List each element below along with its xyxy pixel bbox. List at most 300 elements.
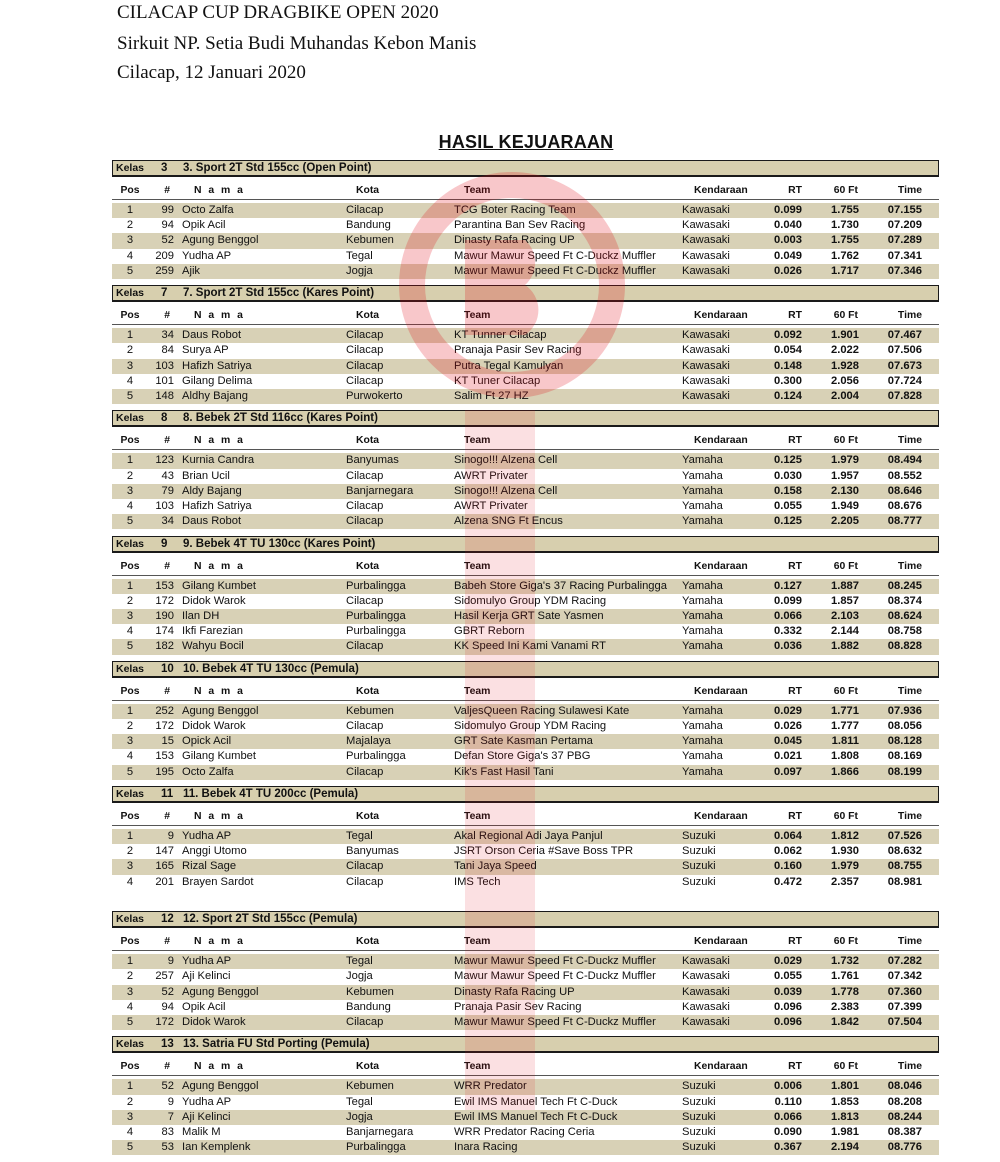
column-header-sixty-ft: 60 Ft <box>833 185 858 196</box>
cell-time: 08.208 <box>887 1095 922 1108</box>
table-row <box>112 499 939 514</box>
cell-number: 34 <box>161 329 174 342</box>
column-header-city: Kota <box>356 560 380 572</box>
cell-city: Jogja <box>346 264 373 277</box>
cell-time: 07.506 <box>887 344 922 357</box>
cell-rt: 0.039 <box>774 985 802 998</box>
column-header-name: N a m a <box>194 560 245 572</box>
cell-sixty-ft: 1.887 <box>831 579 859 592</box>
cell-rt: 0.003 <box>774 234 802 247</box>
cell-number: 153 <box>155 750 174 763</box>
column-header-time: Time <box>897 310 922 322</box>
cell-time: 08.245 <box>887 579 922 592</box>
cell-vehicle: Kawasaki <box>682 264 730 277</box>
cell-pos: 1 <box>126 329 134 342</box>
cell-name: Ian Kemplenk <box>182 1141 251 1154</box>
cell-name: Agung Benggol <box>182 985 259 998</box>
table-row <box>112 233 939 248</box>
table-row <box>112 1015 939 1030</box>
cell-vehicle: Yamaha <box>682 499 723 512</box>
cell-sixty-ft: 1.811 <box>831 735 859 748</box>
cell-rt: 0.064 <box>774 829 802 842</box>
cell-vehicle: Yamaha <box>682 704 723 717</box>
column-header-row <box>112 809 939 824</box>
table-row <box>112 859 939 874</box>
cell-pos: 4 <box>126 1125 134 1138</box>
column-header-city: Kota <box>356 310 380 322</box>
cell-sixty-ft: 1.730 <box>831 219 859 232</box>
cell-rt: 0.367 <box>774 1141 802 1154</box>
cell-city: Tegal <box>346 829 373 842</box>
column-header-city: Kota <box>356 435 380 447</box>
column-header-pos: Pos <box>120 936 140 948</box>
cell-sixty-ft: 1.808 <box>831 750 859 763</box>
cell-sixty-ft: 1.762 <box>831 249 859 262</box>
column-header-name: N a m a <box>194 435 245 447</box>
class-section <box>112 160 939 285</box>
cell-name: Gilang Kumbet <box>182 579 257 592</box>
class-name: 3. Sport 2T Std 155cc (Open Point) <box>183 162 372 174</box>
cell-name: Yudha AP <box>182 249 232 262</box>
cell-vehicle: Kawasaki <box>682 234 730 247</box>
cell-number: 252 <box>155 704 174 717</box>
column-header-sixty-ft: 60 Ft <box>833 685 858 697</box>
cell-pos: 3 <box>126 234 134 247</box>
cell-team: Salim Ft 27 HZ <box>454 389 529 402</box>
cell-rt: 0.029 <box>774 955 802 968</box>
column-header-name: N a m a <box>194 936 245 948</box>
cell-vehicle: Yamaha <box>682 579 723 592</box>
table-row <box>112 749 939 764</box>
cell-rt: 0.066 <box>774 609 802 622</box>
cell-team: KK Speed Ini Kami Vanami RT <box>454 640 606 653</box>
cell-number: 9 <box>167 1095 174 1108</box>
cell-name: Wahyu Bocil <box>182 640 244 653</box>
cell-city: Purbalingga <box>346 625 406 638</box>
column-header-rt: RT <box>788 185 802 196</box>
table-row <box>112 579 939 594</box>
cell-time: 08.494 <box>887 454 922 467</box>
cell-sixty-ft: 1.957 <box>831 469 859 482</box>
cell-rt: 0.148 <box>774 359 802 372</box>
cell-vehicle: Suzuki <box>682 875 716 888</box>
cell-name: Yudha AP <box>182 955 232 968</box>
cell-team: Sinogo!!! Alzena Cell <box>454 484 558 497</box>
column-header-rt: RT <box>788 810 802 822</box>
cell-rt: 0.055 <box>774 970 802 983</box>
cell-sixty-ft: 1.842 <box>831 1015 859 1028</box>
cell-vehicle: Yamaha <box>682 594 723 607</box>
cell-city: Cilacap <box>346 515 384 528</box>
cell-pos: 2 <box>126 469 134 482</box>
cell-number: 52 <box>161 1080 174 1093</box>
cell-number: 153 <box>155 579 174 592</box>
cell-rt: 0.049 <box>774 249 802 262</box>
cell-vehicle: Yamaha <box>682 484 723 497</box>
cell-sixty-ft: 1.717 <box>831 264 859 277</box>
cell-number: 147 <box>155 845 174 858</box>
column-header-number: # <box>164 310 170 322</box>
cell-vehicle: Yamaha <box>682 750 723 763</box>
cell-city: Majalaya <box>346 735 391 748</box>
cell-sixty-ft: 2.130 <box>831 484 859 497</box>
table-row <box>112 374 939 389</box>
column-header-number: # <box>164 185 170 196</box>
cell-name: Agung Benggol <box>182 234 259 247</box>
cell-name: Anggi Utomo <box>182 845 247 858</box>
cell-number: 172 <box>155 594 174 607</box>
column-header-row <box>112 183 939 198</box>
cell-time: 08.244 <box>887 1110 922 1123</box>
class-section <box>112 285 939 410</box>
column-header-vehicle: Kendaraan <box>694 560 748 572</box>
cell-pos: 5 <box>126 1015 134 1028</box>
cell-pos: 5 <box>126 515 134 528</box>
cell-rt: 0.062 <box>774 845 802 858</box>
cell-number: 172 <box>155 1015 174 1028</box>
cell-number: 165 <box>155 860 174 873</box>
cell-rt: 0.110 <box>774 1095 802 1108</box>
cell-pos: 3 <box>126 985 134 998</box>
column-header-team: Team <box>464 1061 491 1073</box>
class-name: 8. Bebek 2T Std 116cc (Kares Point) <box>183 412 378 425</box>
column-header-number: # <box>164 435 170 447</box>
cell-time: 07.467 <box>887 329 922 342</box>
cell-time: 08.128 <box>887 735 922 748</box>
cell-vehicle: Yamaha <box>682 609 723 622</box>
cell-city: Cilacap <box>346 204 384 216</box>
cell-number: 195 <box>155 765 174 778</box>
cell-sixty-ft: 1.981 <box>831 1125 859 1138</box>
column-header-sixty-ft: 60 Ft <box>833 810 858 822</box>
cell-pos: 4 <box>126 750 134 763</box>
cell-number: 15 <box>161 735 174 748</box>
column-header-team: Team <box>464 560 491 572</box>
class-section <box>112 1036 939 1161</box>
class-name: 7. Sport 2T Std 155cc (Kares Point) <box>183 287 375 300</box>
cell-city: Purwokerto <box>346 389 403 402</box>
cell-vehicle: Kawasaki <box>682 1015 730 1028</box>
cell-time: 07.155 <box>887 204 922 216</box>
cell-city: Cilacap <box>346 860 384 873</box>
cell-time: 08.632 <box>887 845 922 858</box>
class-label: Kelas <box>116 787 145 800</box>
cell-rt: 0.097 <box>774 765 802 778</box>
cell-city: Cilacap <box>346 359 384 372</box>
cell-city: Cilacap <box>346 765 384 778</box>
cell-name: Hafizh Satriya <box>182 499 252 512</box>
column-header-rt: RT <box>788 435 802 447</box>
column-header-time: Time <box>897 435 922 447</box>
column-header-rt: RT <box>788 936 802 948</box>
header-divider <box>112 1075 939 1076</box>
cell-number: 94 <box>161 1000 174 1013</box>
cell-name: Opick Acil <box>182 735 232 748</box>
cell-pos: 1 <box>126 204 134 216</box>
header-divider <box>112 825 939 826</box>
cell-name: Ajik <box>182 264 201 277</box>
class-number: 11 <box>161 787 174 800</box>
cell-time: 07.346 <box>887 264 922 277</box>
column-header-number: # <box>164 936 170 948</box>
cell-sixty-ft: 2.144 <box>831 625 859 638</box>
cell-vehicle: Suzuki <box>682 1110 716 1123</box>
cell-number: 201 <box>155 875 174 888</box>
cell-pos: 2 <box>126 845 134 858</box>
column-header-sixty-ft: 60 Ft <box>833 936 858 948</box>
event-date: Cilacap, 12 Januari 2020 <box>117 62 306 83</box>
cell-team: TCG Boter Racing Team <box>454 204 576 216</box>
cell-rt: 0.099 <box>774 594 802 607</box>
table-row <box>112 469 939 484</box>
cell-number: 257 <box>155 970 174 983</box>
column-header-sixty-ft: 60 Ft <box>833 1061 858 1073</box>
table-row <box>112 844 939 859</box>
cell-name: Aldhy Bajang <box>182 389 248 402</box>
table-row <box>112 969 939 984</box>
column-header-pos: Pos <box>120 185 140 196</box>
cell-city: Purbalingga <box>346 1141 406 1154</box>
cell-number: 174 <box>155 625 174 638</box>
cell-team: AWRT Privater <box>454 499 528 512</box>
cell-number: 103 <box>155 499 174 512</box>
column-header-vehicle: Kendaraan <box>694 435 748 447</box>
cell-sixty-ft: 2.103 <box>831 609 859 622</box>
column-header-row <box>112 684 939 699</box>
table-row <box>112 829 939 844</box>
cell-sixty-ft: 1.949 <box>831 499 859 512</box>
class-name: 11. Bebek 4T TU 200cc (Pemula) <box>183 787 359 800</box>
table-row <box>112 954 939 969</box>
cell-sixty-ft: 1.732 <box>831 955 859 968</box>
cell-rt: 0.045 <box>774 735 802 748</box>
column-header-number: # <box>164 560 170 572</box>
column-header-vehicle: Kendaraan <box>694 185 748 196</box>
table-row <box>112 218 939 233</box>
column-header-vehicle: Kendaraan <box>694 1061 748 1073</box>
class-name: 10. Bebek 4T TU 130cc (Pemula) <box>183 662 359 675</box>
cell-team: Alzena SNG Ft Encus <box>454 515 563 528</box>
cell-pos: 5 <box>126 765 134 778</box>
cell-rt: 0.092 <box>774 329 802 342</box>
cell-time: 08.646 <box>887 484 922 497</box>
cell-team: Mawur Mawur Speed Ft C-Duckz Muffler <box>454 264 656 277</box>
cell-vehicle: Yamaha <box>682 625 723 638</box>
column-header-sixty-ft: 60 Ft <box>833 310 858 322</box>
cell-name: Octo Zalfa <box>182 765 234 778</box>
cell-city: Cilacap <box>346 499 384 512</box>
cell-pos: 3 <box>126 359 134 372</box>
cell-team: Tani Jaya Speed <box>454 860 537 873</box>
column-header-row <box>112 559 939 574</box>
event-title: CILACAP CUP DRAGBIKE OPEN 2020 <box>117 2 439 23</box>
table-row <box>112 639 939 654</box>
cell-time: 07.828 <box>887 389 922 402</box>
cell-time: 07.341 <box>887 249 922 262</box>
cell-city: Tegal <box>346 249 373 262</box>
cell-vehicle: Yamaha <box>682 515 723 528</box>
cell-rt: 0.055 <box>774 499 802 512</box>
cell-team: Inara Racing <box>454 1141 518 1154</box>
cell-number: 182 <box>155 640 174 653</box>
table-row <box>112 719 939 734</box>
cell-vehicle: Yamaha <box>682 454 723 467</box>
column-header-pos: Pos <box>120 435 140 447</box>
column-header-sixty-ft: 60 Ft <box>833 560 858 572</box>
cell-city: Purbalingga <box>346 579 406 592</box>
column-header-vehicle: Kendaraan <box>694 810 748 822</box>
cell-vehicle: Yamaha <box>682 735 723 748</box>
cell-sixty-ft: 1.777 <box>831 719 859 732</box>
cell-time: 08.828 <box>887 640 922 653</box>
column-header-name: N a m a <box>194 685 245 697</box>
cell-sixty-ft: 1.901 <box>831 329 859 342</box>
cell-sixty-ft: 1.979 <box>831 860 859 873</box>
cell-time: 08.776 <box>887 1141 922 1154</box>
cell-sixty-ft: 2.357 <box>831 875 859 888</box>
cell-team: Ewil IMS Manuel Tech Ft C-Duck <box>454 1110 618 1123</box>
table-row <box>112 484 939 499</box>
cell-team: GRT Sate Kasman Pertama <box>454 735 593 748</box>
class-label: Kelas <box>116 412 145 425</box>
cell-pos: 2 <box>126 970 134 983</box>
cell-time: 08.552 <box>887 469 922 482</box>
cell-rt: 0.054 <box>774 344 802 357</box>
cell-number: 84 <box>161 344 174 357</box>
cell-city: Tegal <box>346 955 373 968</box>
cell-pos: 3 <box>126 1110 134 1123</box>
cell-sixty-ft: 2.056 <box>831 374 859 387</box>
cell-city: Cilacap <box>346 374 384 387</box>
table-row <box>112 624 939 639</box>
cell-rt: 0.029 <box>774 704 802 717</box>
cell-city: Kebumen <box>346 1080 394 1093</box>
cell-team: Putra Tegal Kamulyan <box>454 359 564 372</box>
column-header-row <box>112 308 939 323</box>
column-header-vehicle: Kendaraan <box>694 685 748 697</box>
table-row <box>112 1095 939 1110</box>
column-header-vehicle: Kendaraan <box>694 936 748 948</box>
header-divider <box>112 575 939 576</box>
cell-vehicle: Suzuki <box>682 1125 716 1138</box>
cell-vehicle: Suzuki <box>682 1080 716 1093</box>
cell-vehicle: Yamaha <box>682 640 723 653</box>
cell-rt: 0.332 <box>774 625 802 638</box>
cell-number: 101 <box>155 374 174 387</box>
cell-name: Octo Zalfa <box>182 204 234 216</box>
column-header-row <box>112 1059 939 1074</box>
cell-team: Kik's Fast Hasil Tani <box>454 765 554 778</box>
cell-time: 08.169 <box>887 750 922 763</box>
column-header-team: Team <box>464 435 491 447</box>
cell-sixty-ft: 1.771 <box>831 704 859 717</box>
class-label: Kelas <box>116 1038 145 1051</box>
cell-time: 07.504 <box>887 1015 922 1028</box>
column-header-rt: RT <box>788 310 802 322</box>
cell-rt: 0.096 <box>774 1000 802 1013</box>
class-label: Kelas <box>116 662 145 675</box>
cell-time: 08.624 <box>887 609 922 622</box>
cell-pos: 2 <box>126 344 134 357</box>
column-header-city: Kota <box>356 936 380 948</box>
column-header-time: Time <box>897 936 922 948</box>
table-row <box>112 609 939 624</box>
cell-vehicle: Kawasaki <box>682 970 730 983</box>
column-header-rt: RT <box>788 1061 802 1073</box>
cell-city: Purbalingga <box>346 750 406 763</box>
cell-sixty-ft: 1.882 <box>831 640 859 653</box>
table-row <box>112 359 939 374</box>
cell-time: 08.199 <box>887 765 922 778</box>
column-header-pos: Pos <box>120 810 140 822</box>
cell-vehicle: Yamaha <box>682 765 723 778</box>
cell-vehicle: Kawasaki <box>682 204 730 216</box>
cell-sixty-ft: 1.857 <box>831 594 859 607</box>
cell-name: Daus Robot <box>182 329 242 342</box>
cell-pos: 2 <box>126 594 134 607</box>
cell-city: Bandung <box>346 219 391 232</box>
cell-sixty-ft: 1.853 <box>831 1095 859 1108</box>
cell-city: Kebumen <box>346 704 394 717</box>
cell-team: Dinasty Rafa Racing UP <box>454 985 575 998</box>
cell-name: Aji Kelinci <box>182 970 231 983</box>
table-row <box>112 389 939 404</box>
cell-time: 07.342 <box>887 970 922 983</box>
cell-pos: 2 <box>126 1095 134 1108</box>
cell-time: 07.526 <box>887 829 922 842</box>
cell-rt: 0.158 <box>774 484 802 497</box>
cell-vehicle: Suzuki <box>682 1095 716 1108</box>
cell-time: 07.282 <box>887 955 922 968</box>
class-number: 10 <box>161 662 174 675</box>
cell-time: 08.374 <box>887 594 922 607</box>
column-header-number: # <box>164 810 170 822</box>
cell-city: Banjarnegara <box>346 484 414 497</box>
cell-pos: 3 <box>126 609 134 622</box>
class-name: 9. Bebek 4T TU 130cc (Kares Point) <box>183 537 376 550</box>
cell-rt: 0.124 <box>774 389 802 402</box>
cell-team: Mawur Mawur Speed Ft C-Duckz Muffler <box>454 955 656 968</box>
cell-sixty-ft: 1.755 <box>831 234 859 247</box>
cell-number: 99 <box>161 204 174 216</box>
class-section <box>112 410 939 535</box>
cell-name: Brian Ucil <box>182 469 230 482</box>
header-divider <box>112 449 939 450</box>
cell-name: Aji Kelinci <box>182 1110 231 1123</box>
cell-sixty-ft: 1.761 <box>831 970 859 983</box>
cell-sixty-ft: 2.022 <box>831 344 859 357</box>
cell-time: 08.046 <box>887 1080 922 1093</box>
class-number: 13 <box>161 1038 174 1051</box>
class-label: Kelas <box>116 537 145 550</box>
column-header-number: # <box>164 685 170 697</box>
column-header-team: Team <box>464 685 491 697</box>
table-row <box>112 249 939 264</box>
class-header-bar <box>112 536 939 553</box>
cell-vehicle: Suzuki <box>682 845 716 858</box>
class-number: 7 <box>161 287 168 300</box>
cell-city: Jogja <box>346 1110 373 1123</box>
cell-name: Malik M <box>182 1125 221 1138</box>
cell-team: GBRT Reborn <box>454 625 525 638</box>
class-label: Kelas <box>116 162 145 174</box>
table-row <box>112 594 939 609</box>
cell-rt: 0.036 <box>774 640 802 653</box>
cell-team: AWRT Privater <box>454 469 528 482</box>
cell-team: Mawur Mawur Speed Ft C-Duckz Muffler <box>454 249 656 262</box>
class-name: 12. Sport 2T Std 155cc (Pemula) <box>183 913 358 926</box>
cell-number: 209 <box>155 249 174 262</box>
